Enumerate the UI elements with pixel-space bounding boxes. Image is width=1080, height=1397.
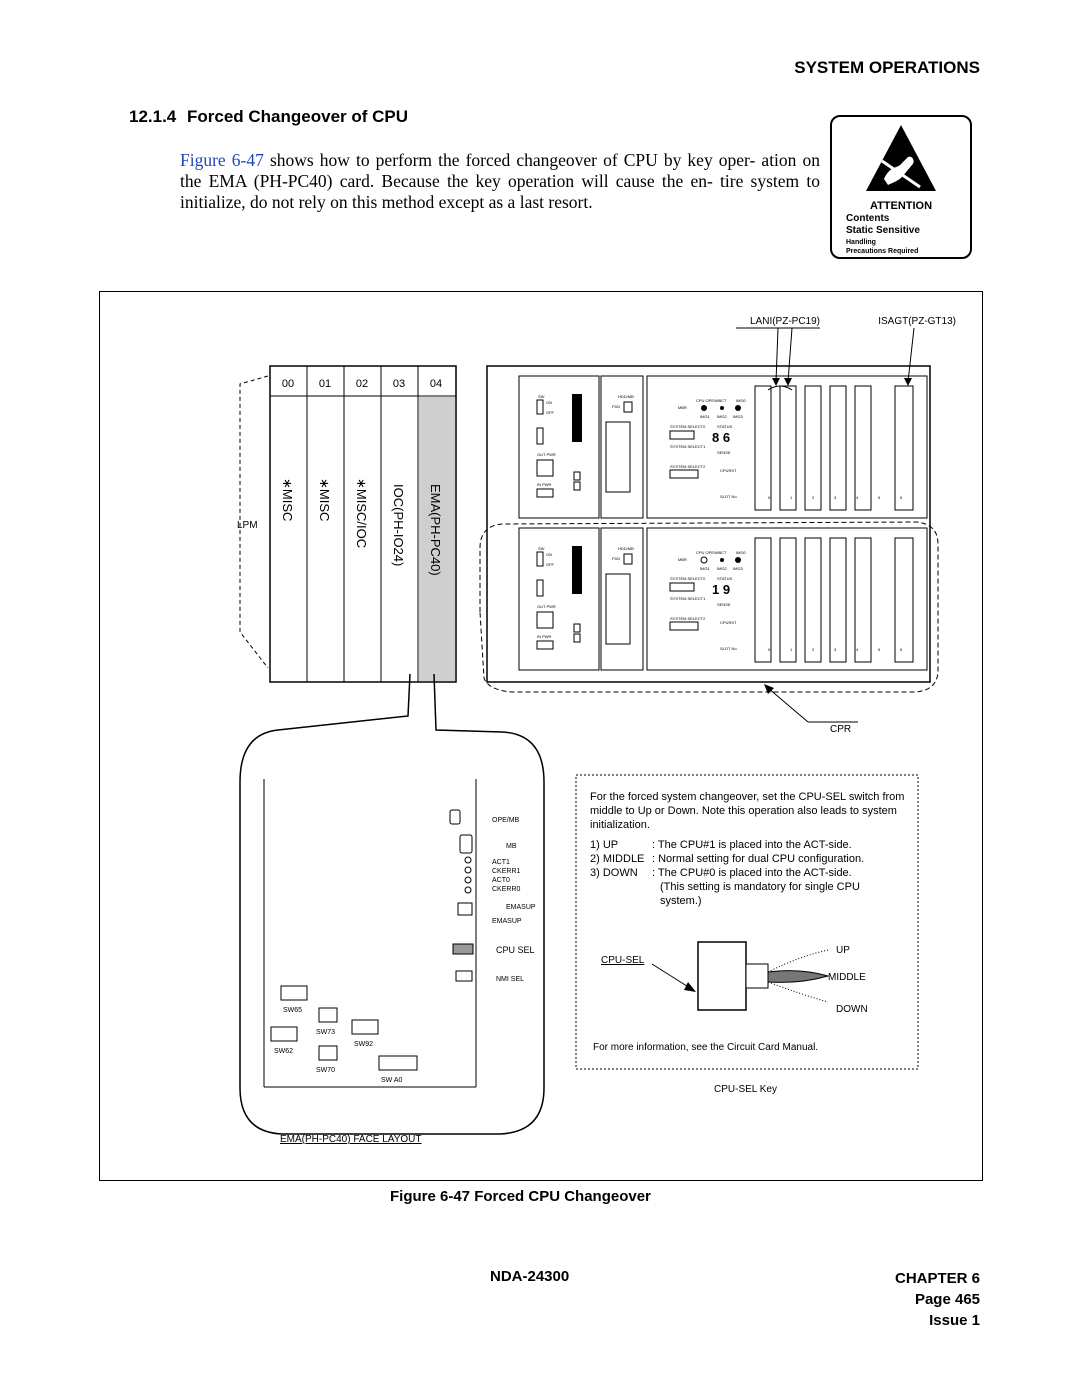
note-extra-1: (This setting is mandatory for single CPU [660, 881, 860, 893]
upper-hddmb: HDD/MB [618, 394, 634, 399]
ema-label-emasup2: EMASUP [492, 918, 522, 925]
section-heading: Forced Changeover of CPU [187, 107, 409, 126]
sw70-label: SW70 [316, 1067, 336, 1074]
slot-number: 3 [834, 495, 837, 500]
cpu-sel-down: DOWN [836, 1004, 868, 1015]
lower-on-label: ON [546, 552, 552, 557]
sw62-label: SW62 [274, 1048, 294, 1055]
lower-sw-label: SW [538, 546, 545, 551]
footer-doc-number: NDA-24300 [490, 1268, 570, 1285]
ema-label-mb: MB [506, 843, 517, 850]
slot-number: 2 [812, 495, 815, 500]
lower-status-display: 1 9 [712, 582, 731, 597]
ema-label-act0: ACT0 [492, 877, 510, 884]
slot-02: 02 [355, 378, 369, 390]
note-item-1-key: 1) UP [590, 839, 619, 851]
note-item-2-key: 2) MIDDLE [590, 853, 645, 865]
upper-img2: IMG2 [717, 414, 727, 419]
upper-select0: SYSTEM SELECT0 [670, 424, 706, 429]
paragraph-body: shows how to perform the forced changeover of CPU by key oper- ation on the EMA (PH-PC40) card. Because the key operation will cause the en- tire system to initialize, do not rely on this method except as a last resort. [180, 150, 820, 212]
lower-cpu-shelf [519, 528, 927, 670]
note-more-info: For more information, see the Circuit Card Manual. [593, 1042, 819, 1053]
upper-power-switch[interactable] [537, 400, 543, 414]
intro-paragraph [180, 150, 820, 213]
slot-number: 5 [878, 495, 881, 500]
cpu-sel-middle: MIDDLE [828, 972, 866, 983]
ema-label-opemb: OPE/MB [492, 817, 520, 824]
slot-04: 04 [429, 378, 443, 390]
lower-img3: IMG3 [733, 566, 743, 571]
lower-sense: SENSE [717, 602, 731, 607]
upper-select1: SYSTEM SELECT1 [670, 444, 706, 449]
upper-fdd: FDD [612, 404, 621, 409]
lower-select2: SYSTEM SELECT2 [670, 616, 706, 621]
lower-mbr: MBR [678, 557, 687, 562]
lower-slot-no: SLOT No. [720, 646, 738, 651]
ema-label-ckerr0: CKERR0 [492, 886, 521, 893]
cpu-changeover-diagram [100, 292, 982, 1180]
upper-in-pwr: IN PWR [537, 482, 552, 487]
card-slot-04: EMA(PH-PC40) [428, 484, 443, 576]
upper-status-display: 8 6 [712, 430, 731, 445]
ema-cpu-sel-switch[interactable] [453, 944, 473, 954]
slot-number: 4 [856, 647, 859, 652]
esd-warning-icon [832, 117, 970, 257]
lower-select1: SYSTEM SELECT1 [670, 596, 706, 601]
note-intro: For the forced system changeover, set the CPU-SEL switch from middle to Up or Down. Note this operation also leads to system initialization. [590, 791, 905, 831]
lower-slot-numbers [768, 647, 903, 652]
ema-face-caption: EMA(PH-PC40) FACE LAYOUT [280, 1134, 422, 1145]
attention-line3: Handling [846, 239, 876, 246]
footer-chapter: CHAPTER 6 [894, 1270, 980, 1287]
card-slot-02: ∗MISC/IOC [354, 478, 369, 549]
slot-number: 5 [878, 647, 881, 652]
card-slot-03: IOC(PH-IO24) [391, 484, 406, 567]
slot-number: 4 [856, 495, 859, 500]
section-header: SYSTEM OPERATIONS [794, 58, 980, 77]
sw65-label: SW65 [283, 1007, 303, 1014]
lower-fdd: FDD [612, 556, 621, 561]
slot-number: 2 [812, 647, 815, 652]
attention-title: ATTENTION [869, 200, 933, 212]
note-item-2-text: : Normal setting for dual CPU configuration. [652, 853, 865, 865]
lower-cpu-opemb: CPU OPE/MBCT [696, 550, 727, 555]
upper-mbr: MBR [678, 405, 687, 410]
lower-out-pwr: OUT PWR [537, 604, 556, 609]
attention-box [830, 115, 972, 259]
note-item-3-key: 3) DOWN [590, 867, 638, 879]
slot-number: 6 [900, 495, 903, 500]
ema-label-ckerr1: CKERR1 [492, 868, 521, 875]
slot-number: 0 [768, 495, 771, 500]
slot-01: 01 [318, 378, 332, 390]
ema-label-act1: ACT1 [492, 859, 510, 866]
lower-img2: IMG2 [717, 566, 727, 571]
figure-frame [99, 291, 983, 1181]
cpu-sel-label: CPU-SEL [601, 955, 645, 966]
swa0-label: SW A0 [381, 1077, 403, 1084]
lani-label: LANI(PZ-PC19) [749, 316, 820, 327]
upper-status: STATUS [717, 424, 733, 429]
cpu-sel-key-body[interactable] [698, 942, 746, 1010]
upper-img3: IMG3 [733, 414, 743, 419]
cpu-sel-up: UP [836, 945, 850, 956]
upper-on-label: ON [546, 400, 552, 405]
upper-img1: IMG1 [700, 414, 710, 419]
slot-number: 3 [834, 647, 837, 652]
slot-number: 6 [900, 647, 903, 652]
footer-page: Page 465 [914, 1291, 980, 1308]
attention-line1: Contents [846, 213, 890, 224]
note-item-1-text: : The CPU#1 is placed into the ACT-side. [652, 839, 852, 851]
figure-link[interactable]: Figure 6-47 [180, 150, 264, 170]
slot-number: 1 [790, 647, 793, 652]
footer-issue: Issue 1 [929, 1312, 980, 1329]
attention-line2: Static Sensitive [846, 225, 920, 236]
lower-in-pwr: IN PWR [537, 634, 552, 639]
lower-img0: IMG0 [736, 550, 746, 555]
note-item-3-text: : The CPU#0 is placed into the ACT-side. [652, 867, 852, 879]
upper-sense: SENSE [717, 450, 731, 455]
slot-number: 1 [790, 495, 793, 500]
lower-off-label: OFF [546, 562, 554, 567]
lower-cpurst: CPURST [720, 620, 737, 625]
lower-status: STATUS [717, 576, 733, 581]
slot-number: 0 [768, 647, 771, 652]
upper-cpu-opemb: CPU OPE/MBCT [696, 398, 727, 403]
ema-label-emasup1: EMASUP [506, 904, 536, 911]
section-title [129, 107, 408, 127]
upper-select2: SYSTEM SELECT2 [670, 464, 706, 469]
figure-caption: Figure 6-47 Forced CPU Changeover [390, 1188, 651, 1205]
attention-line4: Precautions Required [846, 248, 919, 255]
sw92-label: SW92 [354, 1041, 374, 1048]
lower-hddmb: HDD/MB [618, 546, 634, 551]
lower-select0: SYSTEM SELECT0 [670, 576, 706, 581]
card-slot-01: ∗MISC [317, 478, 332, 522]
upper-sw-label: SW [538, 394, 545, 399]
slot-03: 03 [392, 378, 406, 390]
sw73-label: SW73 [316, 1029, 336, 1036]
slot-00: 00 [281, 378, 295, 390]
ema-nmi-sel-switch[interactable] [456, 971, 472, 981]
upper-slot-no: SLOT No. [720, 494, 738, 499]
footer-page-info [895, 1268, 980, 1331]
ema-label-cpusel: CPU SEL [496, 945, 535, 955]
card-slot-00: ∗MISC [280, 478, 295, 522]
lower-power-switch[interactable] [537, 552, 543, 566]
isagt-label: ISAGT(PZ-GT13) [878, 316, 956, 327]
cpr-label: CPR [830, 724, 852, 735]
cpu-sel-key-caption: CPU-SEL Key [714, 1084, 777, 1095]
upper-cpurst: CPURST [720, 468, 737, 473]
upper-cpu-shelf [519, 376, 927, 518]
section-number: 12.1.4 [129, 107, 177, 126]
lpm-label: LPM [237, 520, 258, 531]
upper-slot-numbers [768, 495, 903, 500]
ema-label-nmisel: NMI SEL [496, 976, 525, 983]
upper-out-pwr: OUT PWR [537, 452, 556, 457]
upper-off-label: OFF [546, 410, 554, 415]
note-extra-2: system.) [660, 895, 702, 907]
lower-img1: IMG1 [700, 566, 710, 571]
upper-img0: IMG0 [736, 398, 746, 403]
